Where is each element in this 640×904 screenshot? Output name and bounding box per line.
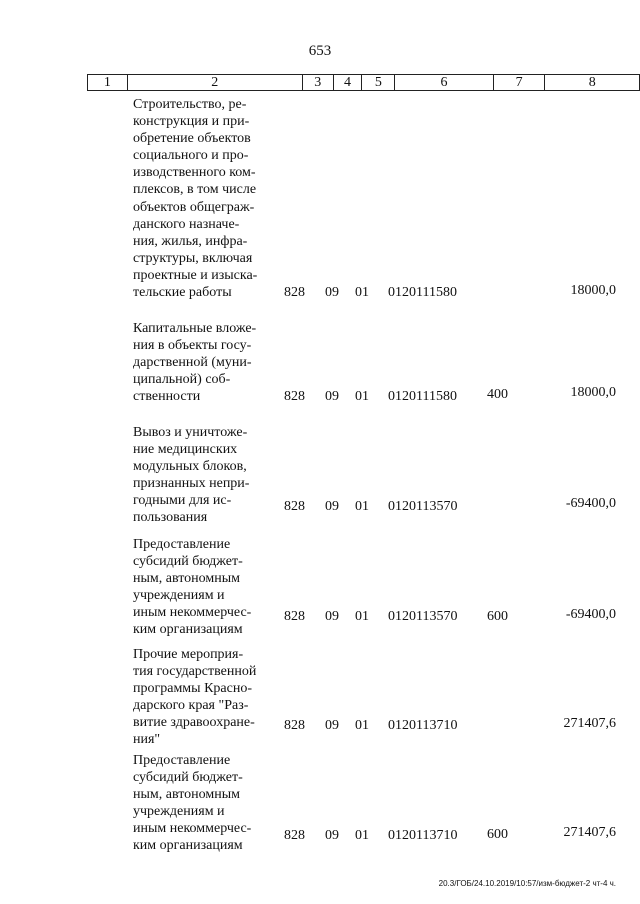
- row-code-admin: 828: [284, 718, 305, 733]
- row-code-target: 0120111580: [388, 285, 457, 300]
- row-code-subsection: 01: [355, 389, 369, 404]
- row-code-section: 09: [325, 609, 339, 624]
- header-col-1: 1: [88, 75, 128, 91]
- row-code-expense-type: 600: [487, 609, 508, 624]
- row-code-subsection: 01: [355, 285, 369, 300]
- row-code-target: 0120113710: [388, 828, 458, 843]
- row-description: Вывоз и уничтоже- ние медицинских модульных блоков, признанных непри- годными для ис- пользования: [133, 425, 250, 526]
- row-code-target: 0120113710: [388, 718, 458, 733]
- row-code-subsection: 01: [355, 718, 369, 733]
- row-code-section: 09: [325, 499, 339, 514]
- row-code-admin: 828: [284, 389, 305, 404]
- row-code-admin: 828: [284, 828, 305, 843]
- row-description: Капитальные вложе- ния в объекты госу- дарственной (муни- ципальной) соб- ственности: [133, 321, 257, 405]
- row-description: Предоставление субсидий бюджет- ным, автономным учреждениям и иным некоммерчес- ким организациям: [133, 753, 252, 854]
- row-amount: 271407,6: [563, 825, 616, 840]
- row-description: Предоставление субсидий бюджет- ным, автономным учреждениям и иным некоммерчес- ким организациям: [133, 537, 252, 638]
- row-code-target: 0120113570: [388, 499, 458, 514]
- row-code-subsection: 01: [355, 609, 369, 624]
- header-col-3: 3: [302, 75, 333, 91]
- header-col-6: 6: [395, 75, 493, 91]
- row-code-section: 09: [325, 718, 339, 733]
- row-code-section: 09: [325, 285, 339, 300]
- row-code-subsection: 01: [355, 499, 369, 514]
- row-code-expense-type: 400: [487, 387, 508, 402]
- footer-document-stamp: 20.3/ГОБ/24.10.2019/10:57/изм-бюджет-2 чт-4 ч.: [438, 879, 616, 888]
- row-code-target: 0120111580: [388, 389, 457, 404]
- column-header-table: [87, 74, 640, 91]
- header-col-7: 7: [493, 75, 545, 91]
- row-code-admin: 828: [284, 285, 305, 300]
- row-description: Прочие мероприя- тия государственной программы Красно- дарского края "Раз- витие здравоохране- ния": [133, 647, 257, 748]
- row-amount: 18000,0: [570, 385, 616, 400]
- header-col-2: 2: [127, 75, 302, 91]
- row-amount: -69400,0: [565, 607, 616, 622]
- row-code-expense-type: 600: [487, 827, 508, 842]
- row-code-target: 0120113570: [388, 609, 458, 624]
- row-amount: -69400,0: [565, 496, 616, 511]
- row-amount: 271407,6: [563, 716, 616, 731]
- row-code-subsection: 01: [355, 828, 369, 843]
- page-number: 653: [308, 43, 332, 59]
- row-description: Строительство, ре- конструкция и при- обретение объектов социального и про- изводственного ком- плексов, в том числе объектов общеграж- данского назначе- ния, жилья, инфра- структуры, включая проектные и изыска- тельские работы: [133, 97, 258, 301]
- row-code-admin: 828: [284, 499, 305, 514]
- row-code-admin: 828: [284, 609, 305, 624]
- header-col-5: 5: [362, 75, 395, 91]
- header-col-4: 4: [333, 75, 362, 91]
- row-amount: 18000,0: [570, 283, 616, 298]
- header-col-8: 8: [545, 75, 640, 91]
- row-code-section: 09: [325, 828, 339, 843]
- row-code-section: 09: [325, 389, 339, 404]
